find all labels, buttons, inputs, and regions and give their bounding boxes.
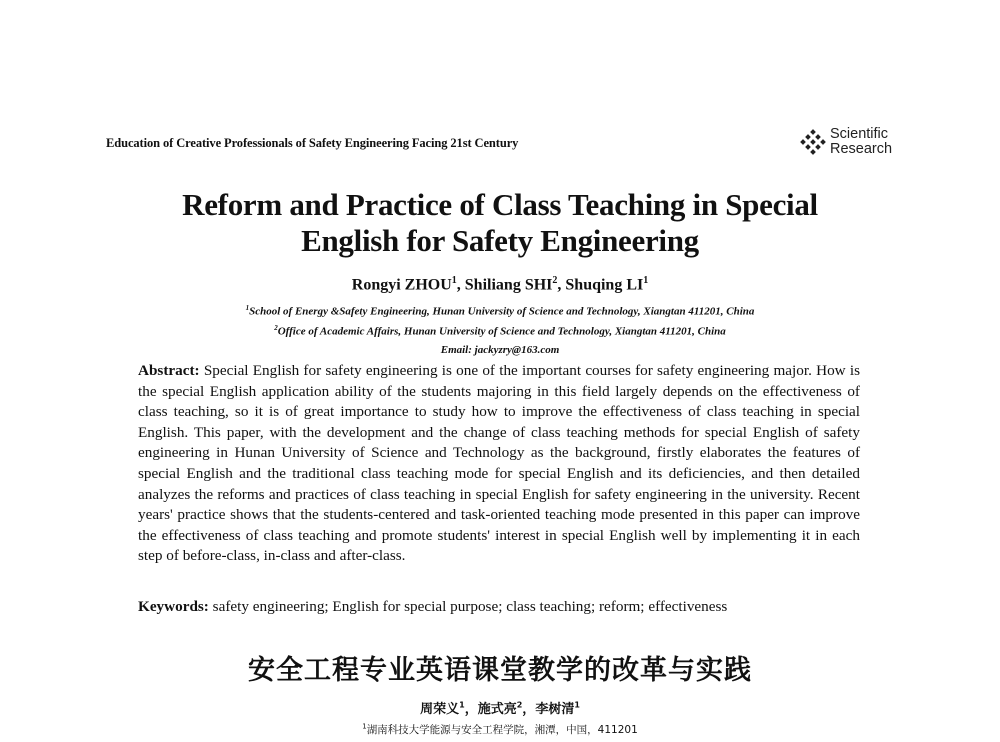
keywords-label: Keywords: [138, 598, 209, 615]
affiliation-text: School of Energy &Safety Engineering, Hunan University of Science and Technology, Xiangtan 411201, China [249, 305, 755, 318]
abstract-text: Special English for safety engineering is one of the important courses for safety engineering major. How is the special English application ability of the students majoring in this field largely depends on the effectiveness of class teaching, so it is of great importance to study how to improve the effectiveness of class teaching in special English. This paper, with the development and the change of class teaching methods for special English of safety engineering in Hunan University of Science and Technology as the background, firstly elaborates the features of special English and the traditional class teaching mode for special English and its deficiencies, and then detailed analyzes the reforms and practices of class teaching in special English for safety engineering in the university. Recent years' practice shows that the students-centered and task-oriented teaching mode presented in this paper can improve the effectiveness of class teaching and promote students' interest in special English well by implementing it in each step of before-class, in-class and after-class. [138, 362, 861, 565]
keywords-text: safety engineering; English for special purpose; class teaching; reform; effectiveness [212, 598, 728, 615]
author-list [0, 275, 1000, 294]
affiliation-mark: 2 [274, 324, 278, 332]
chinese-author-name: 周荣义 [420, 702, 460, 717]
paper-title-line-2: English for Safety Engineering [301, 223, 699, 258]
affiliation-1 [0, 304, 1000, 318]
author-name: Shiliang SHI [464, 276, 553, 294]
chinese-author-name: 施式亮 [477, 702, 517, 717]
running-header: Education of Creative Professionals of Safety Engineering Facing 21st Century [106, 136, 519, 150]
chinese-author-name: 李树清 [535, 702, 575, 717]
affiliation-text: Office of Academic Affairs, Hunan University of Science and Technology, Xiangtan 411201, China [277, 325, 726, 338]
paper-title-line-1: Reform and Practice of Class Teaching in Special [182, 187, 818, 222]
paper-title [0, 187, 1000, 259]
chinese-author-mark: 2 [516, 700, 523, 710]
affiliation-mark: 1 [245, 304, 250, 312]
author-affil-mark: 1 [643, 275, 649, 286]
chinese-title: 安全工程专业英语课堂教学的改革与实践 [248, 655, 752, 686]
chinese-author-list [0, 698, 1000, 717]
author-email: Email: jackyzry@163.com [440, 344, 560, 356]
author-affil-mark: 2 [552, 275, 558, 286]
affiliation-2 [0, 324, 1000, 338]
chinese-author-mark: 1 [459, 700, 465, 710]
author-separator: , [456, 276, 465, 294]
author-separator: , [557, 276, 566, 294]
chinese-author-mark: 1 [574, 700, 580, 710]
chinese-affiliation [0, 722, 1000, 737]
chinese-author-separator: ， [522, 702, 536, 717]
chinese-affiliation-mark: 1 [362, 722, 367, 731]
abstract-label: Abstract: [138, 362, 200, 379]
scientific-research-dots-logo-icon [800, 129, 826, 155]
logo-line-2: Research [830, 141, 893, 157]
author-name: Shuqing LI [565, 276, 644, 294]
keywords [138, 597, 860, 617]
chinese-affiliation-text: 湖南科技大学能源与安全工程学院，湘潭，中国，411201 [366, 724, 638, 736]
author-affil-mark: 1 [451, 275, 457, 286]
scientific-research-logo [800, 124, 910, 160]
author-name: Rongyi ZHOU [351, 276, 452, 294]
logo-line-1: Scientific [830, 126, 889, 142]
chinese-author-separator: ， [464, 702, 478, 717]
logo-text [830, 127, 892, 157]
abstract [138, 361, 860, 567]
